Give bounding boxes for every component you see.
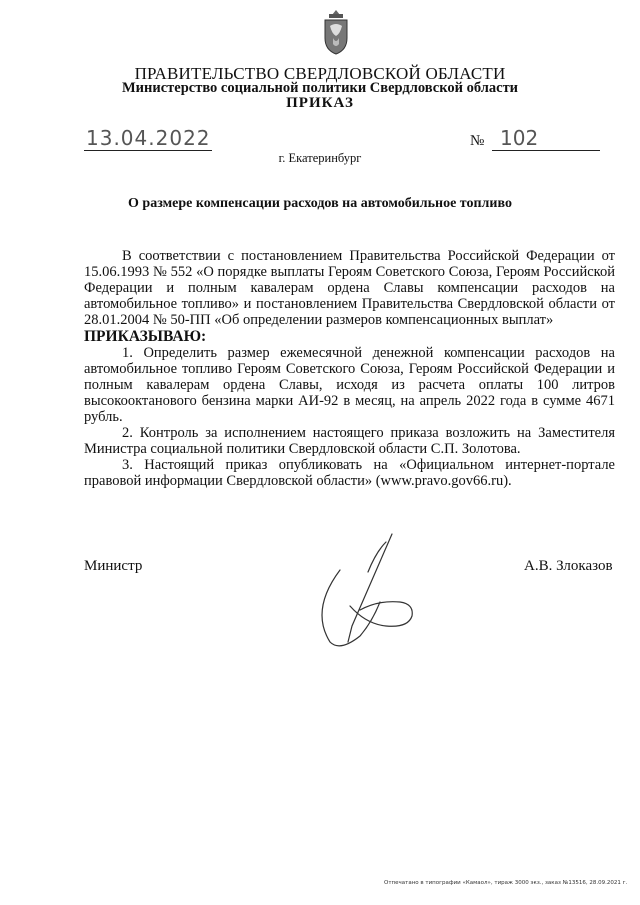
handwritten-signature-icon [300, 530, 430, 650]
order-item: 3. Настоящий приказ опубликовать на «Официальном интернет-портале правовой информации Свердловской области» (www.pravo.gov66.ru). [84, 457, 615, 489]
org-name: ПРАВИТЕЛЬСТВО СВЕРДЛОВСКОЙ ОБЛАСТИ [134, 64, 506, 83]
order-item: 1. Определить размер ежемесячной денежной компенсации расходов на автомобильное топливо Героям Советского Союза, Героям Российской Федерации и полным кавалерам ордена Славы, исходя из расчета оплаты 100 литров высокооктанового бензина марки АИ-92 в месяц, на апрель 2022 года в сумме 4671 рубль. [84, 345, 615, 425]
order-item: 2. Контроль за исполнением настоящего приказа возложить на Заместителя Министра социальной политики Свердловской области С.П. Золотова. [84, 425, 615, 457]
document-title: О размере компенсации расходов на автомобильное топливо [128, 196, 512, 211]
signer-position: Министр [84, 558, 143, 574]
document-body [84, 248, 615, 489]
print-footer: Отпечатано в типографии «Камаол», тираж 3000 экз., заказ №13516, 28.09.2021 г. [384, 880, 628, 886]
city: г. Екатеринбург [278, 151, 362, 165]
ministry-name: Министерство социальной политики Свердловской области [121, 80, 519, 96]
preamble: В соответствии с постановлением Правительства Российской Федерации от 15.06.1993 № 552 «О порядке выплаты Героям Советского Союза, Героям Российской Федерации и полным кавалерам ордена Славы компенсации расходов на автомобильное топливо» и постановлением Правительства Свердловской области от 28.01.2004 № 50-ПП «Об определении размеров компенсационных выплат» [84, 248, 615, 328]
document-type: ПРИКАЗ [286, 95, 354, 111]
document-date: 13.04.2022 [86, 126, 211, 150]
number-sign: № [470, 133, 485, 149]
document-number: 102 [500, 126, 539, 150]
coat-of-arms-icon [319, 8, 353, 56]
signer-name: А.В. Злоказов [524, 558, 613, 574]
ordering-word: ПРИКАЗЫВАЮ: [84, 328, 207, 345]
